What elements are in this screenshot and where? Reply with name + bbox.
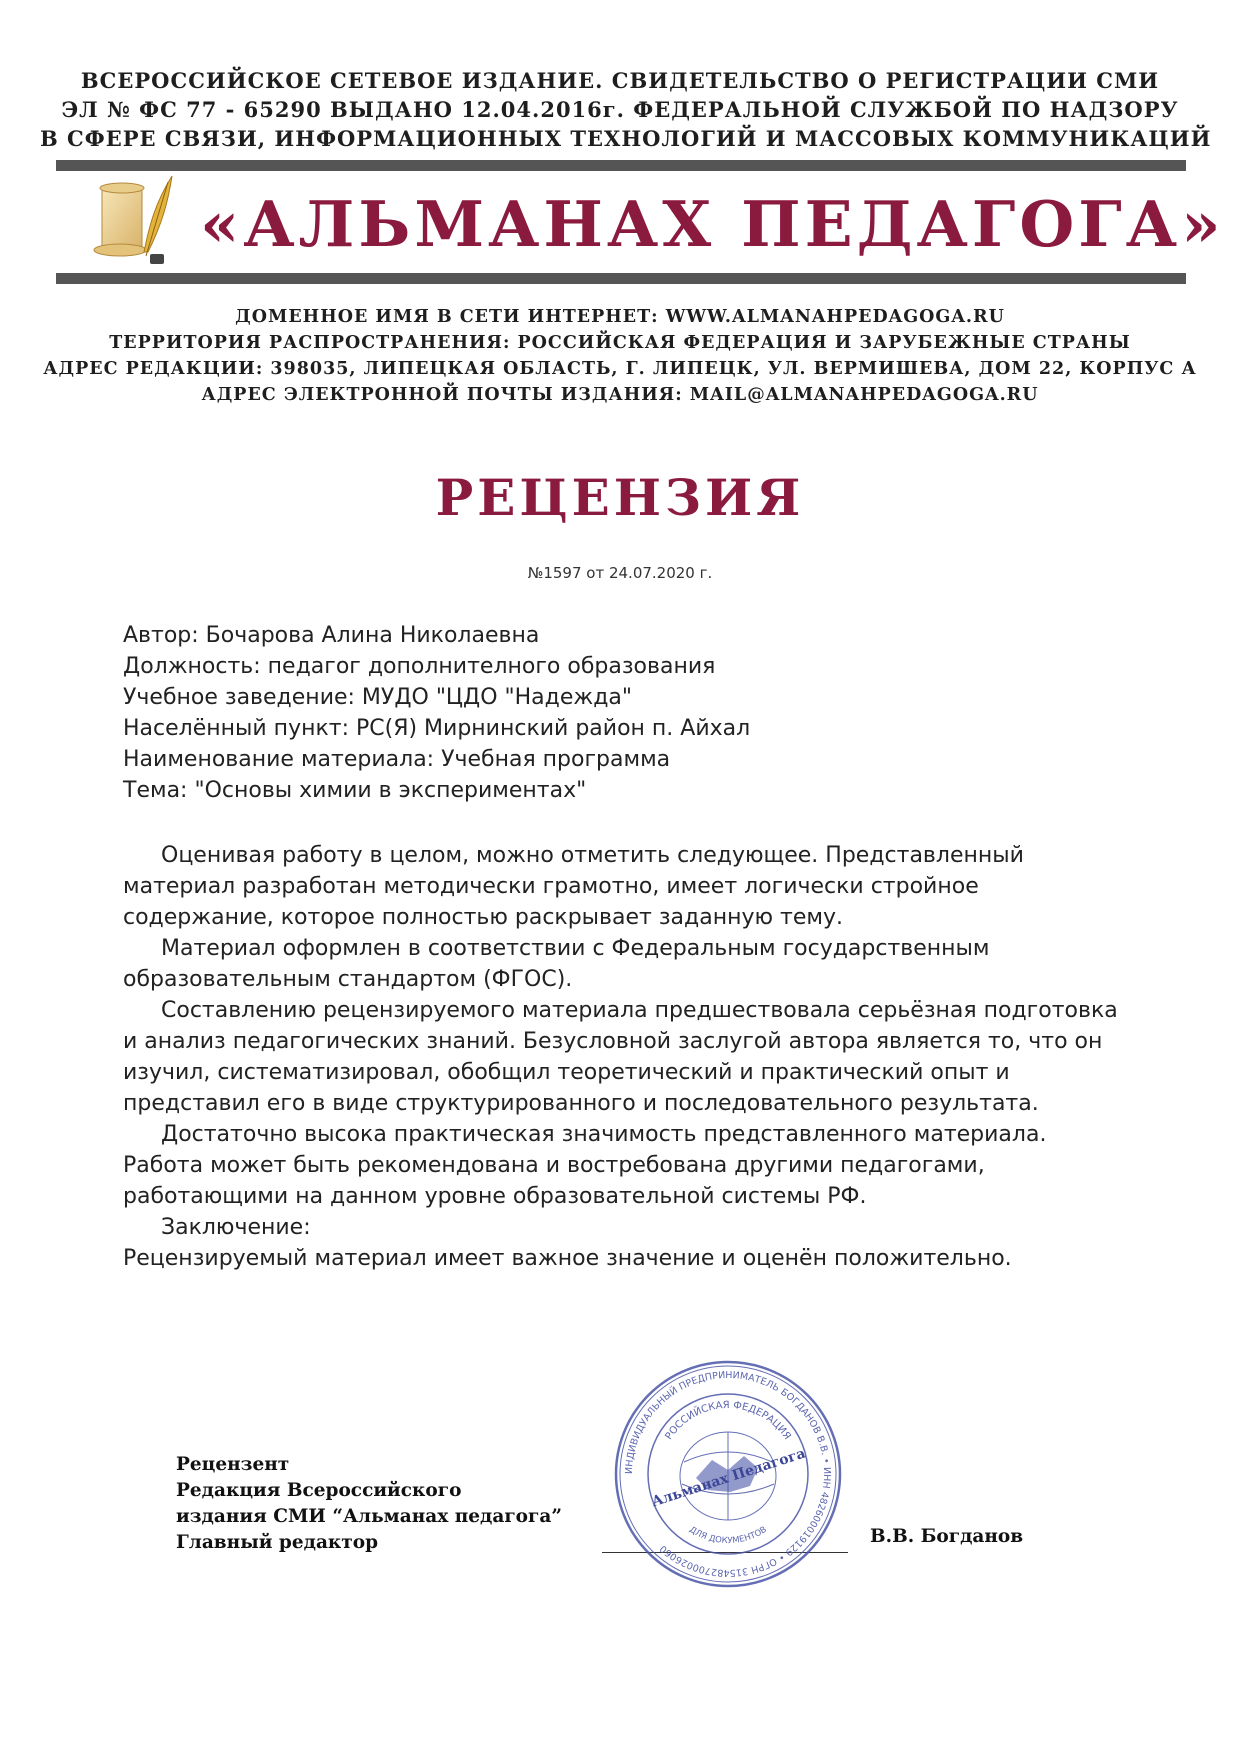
- reviewer-line: Редакция Всероссийского: [176, 1480, 462, 1501]
- meta-locality: Населённый пункт: РС(Я) Мирнинский район п. Айхал: [123, 716, 751, 741]
- body-paragraph: Составлению рецензируемого материала предшествовала серьёзная подготовка и анализ педагогических знаний. Безусловной заслугой автора является то, что он изучил, систематизировал, обобщил теоретический и практический опыт и представил его в виде структурированного и последовательного результата.: [123, 998, 1118, 1116]
- stamp-top-text: РОССИЙСКАЯ ФЕДЕРАЦИЯ: [663, 1399, 793, 1442]
- publication-info: [40, 304, 1200, 408]
- body-paragraph: Материал оформлен в соответствии с Федеральным государственным образовательным стандартом (ФГОС).: [123, 936, 990, 992]
- meta-position: Должность: педагог дополнителного образования: [123, 654, 716, 679]
- meta-topic: Тема: "Основы химии в экспериментах": [123, 778, 587, 803]
- scroll-quill-icon: [84, 172, 184, 268]
- body-paragraph: Оценивая работу в целом, можно отметить следующее. Представленный материал разработан методически грамотно, имеет логически стройное содержание, которое полностью раскрывает заданную тему.: [123, 843, 1024, 930]
- stamp-center-text: Альманах Педагога: [649, 1445, 808, 1511]
- conclusion-heading: Заключение:: [161, 1215, 311, 1240]
- conclusion-text: Рецензируемый материал имеет важное значение и оценён положительно.: [123, 1246, 1012, 1271]
- svg-text:ДЛЯ ДОКУМЕНТОВ: [687, 1525, 769, 1546]
- review-body: [123, 840, 1133, 1274]
- header-rule-top: [56, 160, 1186, 171]
- registration-header: [40, 66, 1212, 153]
- reviewer-block: [176, 1452, 562, 1556]
- info-line: ДОМЕННОЕ ИМЯ В СЕТИ ИНТЕРНЕТ: WWW.ALMANAHPEDAGOGA.RU: [235, 307, 1005, 327]
- meta-author: Автор: Бочарова Алина Николаевна: [123, 623, 540, 648]
- review-meta: [123, 620, 750, 806]
- meta-material: Наименование материала: Учебная программа: [123, 747, 671, 772]
- info-line: АДРЕС РЕДАКЦИИ: 398035, ЛИПЕЦКАЯ ОБЛАСТЬ, Г. ЛИПЕЦК, УЛ. ВЕРМИШЕВА, ДОМ 22, КОРПУС А: [43, 359, 1197, 379]
- official-stamp-icon: [612, 1358, 844, 1590]
- registration-line: В СФЕРЕ СВЯЗИ, ИНФОРМАЦИОННЫХ ТЕХНОЛОГИЙ И МАССОВЫХ КОММУНИКАЦИЙ: [40, 126, 1212, 151]
- registration-line: ВСЕРОССИЙСКОЕ СЕТЕВОЕ ИЗДАНИЕ. СВИДЕТЕЛЬСТВО О РЕГИСТРАЦИИ СМИ: [80, 68, 1160, 93]
- document-title: РЕЦЕНЗИЯ: [435, 468, 805, 527]
- reviewer-line: Рецензент: [176, 1454, 290, 1475]
- header-rule-bottom: [56, 273, 1186, 284]
- reviewer-line: издания СМИ “Альманах педагога”: [176, 1506, 562, 1527]
- meta-institution: Учебное заведение: МУДО "ЦДО "Надежда": [123, 685, 633, 710]
- registration-line: ЭЛ № ФС 77 - 65290 ВЫДАНО 12.04.2016г. ФЕДЕРАЛЬНОЙ СЛУЖБОЙ ПО НАДЗОРУ: [61, 97, 1179, 122]
- info-line: ТЕРРИТОРИЯ РАСПРОСТРАНЕНИЯ: РОССИЙСКАЯ ФЕДЕРАЦИЯ И ЗАРУБЕЖНЫЕ СТРАНЫ: [109, 333, 1131, 353]
- reviewer-line: Главный редактор: [176, 1532, 379, 1553]
- document-number: №1597 от 24.07.2020 г.: [527, 564, 713, 582]
- info-line: АДРЕС ЭЛЕКТРОННОЙ ПОЧТЫ ИЗДАНИЯ: MAIL@ALMANAHPEDAGOGA.RU: [201, 385, 1039, 405]
- publication-brand: «АЛЬМАНАХ ПЕДАГОГА»: [200, 187, 1225, 261]
- stamp-outer-text: ИНДИВИДУАЛЬНЫЙ ПРЕДПРИНИМАТЕЛЬ БОГДАНОВ В.В. • ИНН 482600019129 • ОГРН 315482700026060: [623, 1369, 833, 1579]
- body-paragraph: Достаточно высока практическая значимость представленного материала. Работа может быть рекомендована и востребована другими педагогами, работающими на данном уровне образовательной системы РФ.: [123, 1122, 1047, 1209]
- editor-name: В.В. Богданов: [870, 1526, 1024, 1547]
- stamp-bottom-text: ДЛЯ ДОКУМЕНТОВ: [687, 1524, 769, 1547]
